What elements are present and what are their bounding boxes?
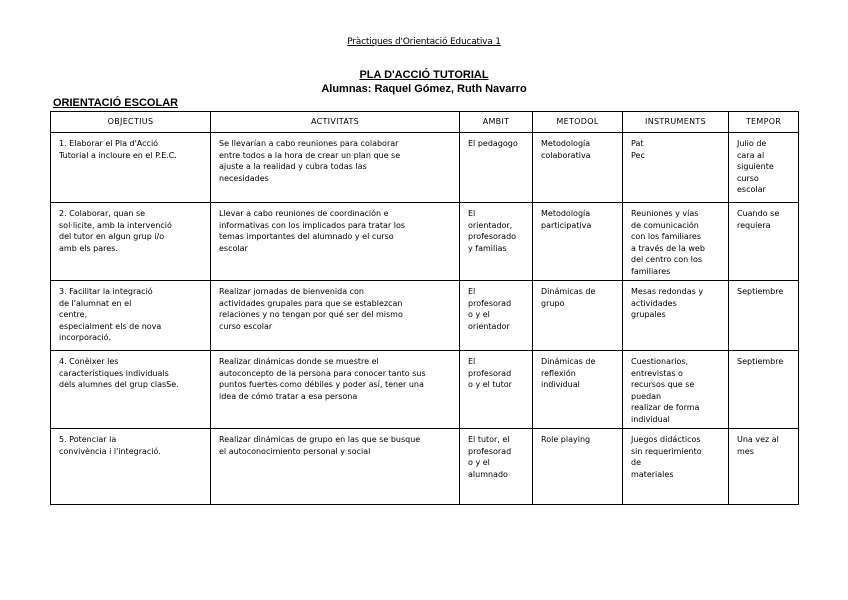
cell-metodol: Dinámicas de grupo (533, 281, 623, 351)
cell-activitats: Realizar jornadas de bienvenida con actividades grupales para que se establezcan relaciones y no tengan por qué ser del mismo curso escolar (211, 281, 460, 351)
cell-objectius: 1. Elaborar el Pla d'Acció Tutorial a incloure en el P.E.C. (51, 133, 211, 203)
table-row (51, 429, 799, 505)
cell-instruments: Cuestionarios, entrevistas o recursos que se puedan realizar de forma individual (623, 351, 729, 429)
cell-ambit: El profesorad o y el orientador (460, 281, 533, 351)
table-header-row (51, 112, 799, 133)
cell-ambit: El pedagogo (460, 133, 533, 203)
cell-objectius: 5. Potenciar la convivència i l'integració. (51, 429, 211, 505)
column-header-tempor: TEMPOR (729, 112, 799, 133)
cell-tempor: Septiembre (729, 281, 799, 351)
cell-ambit: El orientador, profesorado y familias (460, 203, 533, 281)
document-title: PLA D'ACCIÓ TUTORIAL (359, 69, 489, 81)
cell-instruments: Juegos didácticos sin requerimiento de materiales (623, 429, 729, 505)
cell-activitats: Realizar dinámicas de grupo en las que se busque el autoconocimiento personal y social (211, 429, 460, 505)
cell-instruments: Mesas redondas y actividades grupales (623, 281, 729, 351)
cell-tempor: Cuando se requiera (729, 203, 799, 281)
cell-instruments: Reuniones y vías de comunicación con los familiares a través de la web del centro con los familiares (623, 203, 729, 281)
column-header-instruments: INSTRUMENTS (623, 112, 729, 133)
cell-metodol: Metodología participativa (533, 203, 623, 281)
column-header-metodol: METODOL (533, 112, 623, 133)
cell-objectius: 2. Colaborar, quan se sol·licite, amb la intervenció del tutor en algun grup i/o amb els pares. (51, 203, 211, 281)
cell-instruments: Pat Pec (623, 133, 729, 203)
cell-metodol: Metodología colaborativa (533, 133, 623, 203)
column-header-activitats: ACTIVITATS (211, 112, 460, 133)
column-header-ambit: AMBIT (460, 112, 533, 133)
table-row (51, 281, 799, 351)
cell-ambit: El tutor, el profesorad o y el alumnado (460, 429, 533, 505)
cell-ambit: El profesorad o y el tutor (460, 351, 533, 429)
cell-tempor: Septiembre (729, 351, 799, 429)
table-row (51, 203, 799, 281)
cell-objectius: 4. Conèixer les característiques individuals dels alumnes del grup clasSe. (51, 351, 211, 429)
cell-metodol: Dinámicas de reflexión individual (533, 351, 623, 429)
section-heading: ORIENTACIÓ ESCOLAR (53, 97, 179, 109)
cell-activitats: Llevar a cabo reuniones de coordinación e informativas con los implicados para tratar los temas importantes del alumnado y el curso escolar (211, 203, 460, 281)
cell-tempor: Julio de cara al siguiente curso escolar (729, 133, 799, 203)
document-subtitle: Alumnas: Raquel Gómez, Ruth Navarro (321, 83, 527, 95)
cell-activitats: Se llevarían a cabo reuniones para colaborar entre todos a la hora de crear un plan que se ajuste a la realidad y cubra todas las necesidades (211, 133, 460, 203)
table-row (51, 351, 799, 429)
cell-objectius: 3. Facilitar la integració de l'alumnat en el centre, especialment els de nova incorporació. (51, 281, 211, 351)
column-header-objectius: OBJECTIUS (51, 112, 211, 133)
cell-metodol: Role playing (533, 429, 623, 505)
header-note: Pràctiques d'Orientació Educativa 1 (347, 37, 501, 47)
cell-tempor: Una vez al mes (729, 429, 799, 505)
cell-activitats: Realizar dinámicas donde se muestre el autoconcepto de la persona para conocer tanto sus puntos fuertes como débiles y poder así, tener una idea de cómo tratar a esa persona (211, 351, 460, 429)
tutorial-plan-table (50, 111, 799, 505)
table-row (51, 133, 799, 203)
